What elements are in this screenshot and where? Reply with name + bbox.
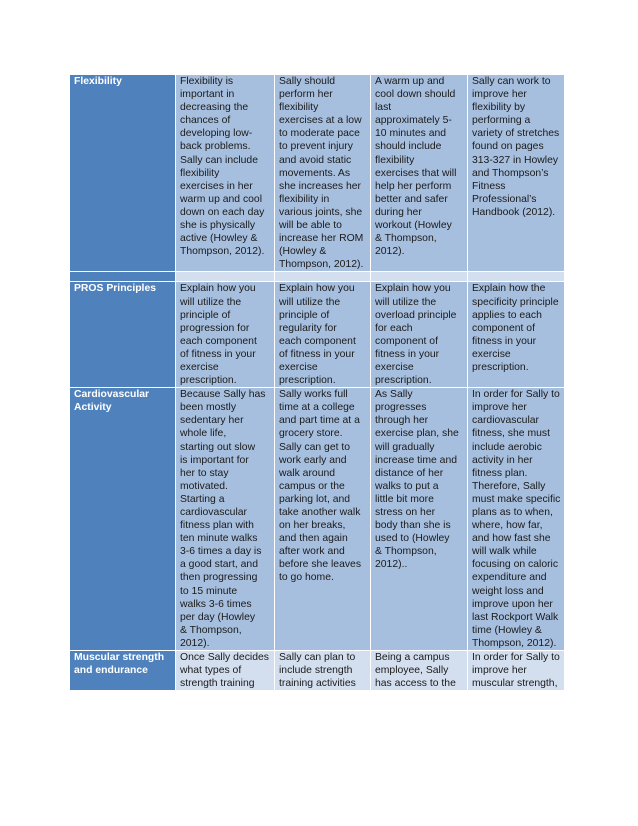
text-line: Explain how you [279,283,355,295]
text-line: specificity principle [472,296,559,308]
text-line: walks to put a [375,480,439,492]
text-line: each component [180,335,257,347]
text-line: and Thompson’s [472,167,549,179]
text-line: work early and [279,454,347,466]
text-line: 2012). [180,637,210,649]
text-line: fitness plan. [472,467,528,479]
text-line: and how fast she [472,533,551,545]
text-line: muscular strength, [472,678,558,690]
text-line: a good start, and [180,559,258,571]
table-row-cardiovascular [70,388,565,651]
text-line: to go home. [279,572,334,584]
text-line: flexibility in [279,193,330,205]
text-line: improve upon her [472,598,553,610]
text-line: exercise [472,348,511,360]
text-line: distance of her [375,467,444,479]
text-line: In order for Sally to [472,389,560,401]
table-row-flexibility [70,75,565,272]
text-line: fitness plan with [180,520,254,532]
text-line: Muscular strength [74,652,165,664]
text-line: Professional’s [472,193,537,205]
text-line: has access to the [375,678,456,690]
text-line: prescription. [180,375,237,387]
text-line: workout (Howley [375,220,452,232]
text-line: flexibility [375,154,415,166]
text-line: prescription. [375,375,432,387]
text-line: fitness in your [375,348,440,360]
fitness-plan-table [69,74,565,691]
text-line: each component [279,335,356,347]
text-line: prescription. [472,361,529,373]
text-line: stress on her [375,507,436,518]
text-line: Fitness [472,180,506,192]
text-line: fitness in your [472,335,537,347]
text-line: for each [375,322,413,334]
text-line: sedentary her [180,415,244,427]
text-line: active (Howley & [180,233,258,245]
text-line: take another walk [279,507,361,518]
text-line: improve her [472,665,527,677]
text-line: on her breaks, [279,520,346,532]
text-line: and endurance [74,665,148,677]
text-line: ten minute walks [180,533,258,545]
text-line: flexibility [279,102,319,114]
text-line: cardiovascular [180,507,247,518]
text-line: developing low- [180,128,253,140]
text-line: progresses [375,402,427,414]
text-line: fitness, she must [472,428,550,440]
text-line: include strength [279,665,353,677]
text-line: Handbook (2012). [472,206,556,218]
table-cell-empty [371,272,468,282]
text-line: Activity [74,402,112,414]
text-line: body than she is [375,520,451,532]
text-line: improve her [472,89,527,101]
text-line: whole life, [180,428,227,440]
text-line: Once Sally decides [180,652,269,664]
text-line: will be able to [279,220,342,232]
text-line: through her [375,415,429,427]
text-line: exercise [180,361,219,373]
text-line: Sally should [279,76,336,87]
text-line: where, how far, [472,520,543,532]
text-line: As Sally [375,389,413,401]
table-cell [371,282,468,388]
text-line: exercises that will [375,167,457,179]
text-line: to 15 minute [180,585,238,597]
text-line: and avoid static [279,154,352,166]
text-line: time at a college [279,402,355,414]
table-cell [176,282,275,388]
text-line: of fitness in your [279,348,355,360]
text-line: A warm up and [375,76,445,87]
text-line: 2012). [375,246,405,258]
text-line: grocery store. [279,428,343,440]
text-line: is important for [180,454,249,466]
table-cell [468,282,565,388]
row-header-spacer [70,272,176,282]
text-line: to moderate pace [279,128,360,140]
text-line: and part time at a [279,415,360,427]
text-line: exercises in her [180,180,253,192]
text-line: Flexibility [74,76,122,87]
text-line: her to stay [180,467,229,479]
table-cell [176,75,275,272]
text-line: training activities [279,678,356,690]
table-cell [468,651,565,691]
table-row-spacer [70,272,565,282]
table-cell [275,282,371,388]
text-line: Thompson, 2012). [472,637,557,649]
text-line: help her perform [375,180,452,192]
text-line: 10 minutes and [375,128,447,140]
text-line: principle of [279,309,330,321]
table-row-muscular [70,651,565,691]
text-line: Being a campus [375,652,450,664]
text-line: during her [375,206,422,218]
text-line: will walk while [472,546,537,558]
text-line: little bit more [375,493,434,505]
text-line: last [375,102,392,114]
text-line: campus or the [279,480,345,492]
text-line: found on pages [472,141,544,153]
text-line: to prevent injury [279,141,353,153]
text-line: flexibility [180,167,220,179]
text-line: down on each day [180,206,265,218]
text-line: activity in her [472,454,533,466]
text-line: exercises at a low [279,115,362,127]
text-line: she increases her [279,180,362,192]
table-cell [468,75,565,272]
text-line: strength training [180,678,255,690]
text-line: Explain how you [375,283,451,295]
text-line: focusing on caloric [472,559,559,571]
text-line: she is physically [180,220,256,232]
text-line: and then again [279,533,348,545]
text-line: Sally can get to [279,441,351,453]
text-line: prescription. [279,375,336,387]
table-row-pros-principles [70,282,565,388]
row-header-cardiovascular [70,388,176,651]
text-line: improve her [472,402,527,414]
text-line: Sally can include [180,154,258,166]
text-line: will gradually [375,441,435,453]
text-line: Explain how the [472,283,546,295]
text-line: then progressing [180,572,258,584]
text-line: Sally works full [279,389,348,401]
text-line: will utilize the [375,296,437,308]
table-cell [468,388,565,651]
text-line: Flexibility is [180,76,234,87]
text-line: cool down should [375,89,456,101]
text-line: increase her ROM [279,233,364,245]
row-header-flexibility [70,75,176,272]
text-line: In order for Sally to [472,652,560,664]
text-line: Sally can work to [472,76,551,87]
text-line: weight loss and [472,585,544,597]
text-line: 3-6 times a day is [180,546,262,558]
table-cell [371,388,468,651]
text-line: 2012).. [375,559,408,571]
table-cell-empty [468,272,565,282]
text-line: of fitness in your [180,348,256,360]
text-line: Cardiovascular [74,389,150,401]
text-line: expenditure and [472,572,547,584]
text-line: better and safer [375,193,448,205]
text-line: & Thompson, [375,233,437,245]
text-line: important in [180,89,235,101]
text-line: flexibility by [472,102,526,114]
text-line: motivated. [180,480,228,492]
table-cell [176,651,275,691]
text-line: should include [375,141,442,153]
table-cell [371,651,468,691]
text-line: per day (Howley [180,611,256,623]
text-line: employee, Sally [375,665,449,677]
text-line: Therefore, Sally [472,480,546,492]
row-header-pros-principles [70,282,176,388]
text-line: overload principle [375,309,457,321]
table-cell-empty [176,272,275,282]
text-line: before she leaves [279,559,362,571]
text-line: variety of stretches [472,128,560,140]
text-line: time (Howley & [472,624,542,636]
text-line: Thompson, 2012). [180,246,265,258]
text-line: 313-327 in Howley [472,154,559,166]
text-line: what types of [180,665,242,677]
text-line: parking lot, and [279,493,351,505]
text-line: been mostly [180,402,237,414]
text-line: movements. As [279,167,351,179]
text-line: used to (Howley [375,533,450,545]
text-line: Explain how you [180,283,256,295]
text-line: exercise plan, she [375,428,459,440]
text-line: approximately 5- [375,115,452,127]
text-line: chances of [180,115,231,127]
text-line: principle of [180,309,231,321]
text-line: PROS Principles [74,283,156,295]
row-header-muscular [70,651,176,691]
text-line: Because Sally has [180,389,266,401]
text-line: plans as to when, [472,507,553,518]
text-line: cardiovascular [472,415,539,427]
text-line: last Rockport Walk [472,611,559,623]
table-cell [371,75,468,272]
text-line: walks 3-6 times [180,598,252,610]
text-line: Starting a [180,493,225,505]
table-cell [275,651,371,691]
text-line: warm up and cool [180,193,263,205]
text-line: various joints, she [279,206,363,218]
text-line: & Thompson, [375,546,437,558]
text-line: perform her [279,89,333,101]
text-line: Sally can plan to [279,652,356,664]
table-cell [176,388,275,651]
text-line: walk around [279,467,336,479]
text-line: Thompson, 2012). [279,259,364,271]
text-line: & Thompson, [180,624,242,636]
text-line: exercise [375,361,414,373]
table-cell [275,388,371,651]
text-line: component of [375,335,438,347]
text-line: will utilize the [180,296,242,308]
text-line: decreasing the [180,102,249,114]
text-line: increase time and [375,454,458,466]
text-line: exercise [279,361,318,373]
text-line: progression for [180,322,250,334]
text-line: must make specific [472,493,561,505]
text-line: starting out slow [180,441,256,453]
text-line: after work and [279,546,345,558]
text-line: applies to each [472,309,542,321]
text-line: (Howley & [279,246,327,258]
text-line: back problems. [180,141,251,153]
text-line: include aerobic [472,441,542,453]
text-line: regularity for [279,322,337,334]
text-line: will utilize the [279,296,341,308]
table-cell-empty [275,272,371,282]
text-line: performing a [472,115,531,127]
table-cell [275,75,371,272]
text-line: component of [472,322,535,334]
